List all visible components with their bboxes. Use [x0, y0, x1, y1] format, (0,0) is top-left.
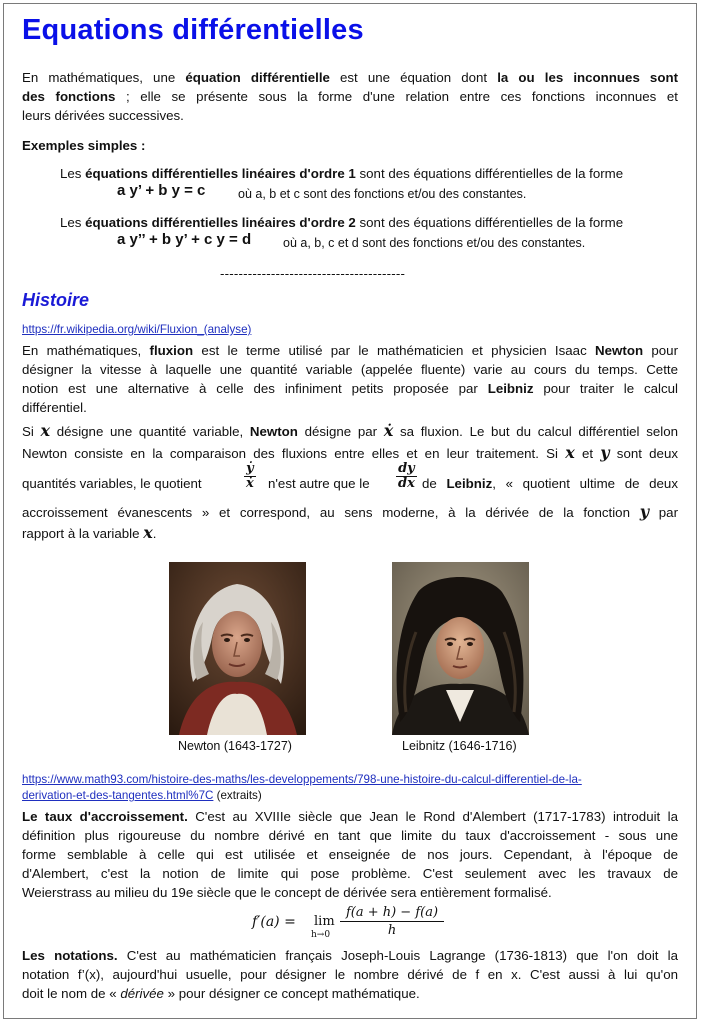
histoire-p2-line-5: rapport à la variable x. [22, 523, 157, 542]
example-2-equation: a y’’ + b y’ + c y = d [117, 231, 252, 248]
example-1-note: où a, b et c sont des fonctions et/ou des constantes. [238, 187, 527, 201]
newton-quotient: $\frac{\text{ẏ}}{\text{ẋ}}$ [246, 461, 254, 491]
example-2-note: où a, b, c et d sont des fonctions et/ou des constantes. [283, 236, 586, 250]
intro-line-2: des fonctions ; elle se présente sous la forme d'une relation entre ces fonctions inconnues et [22, 89, 678, 104]
histoire-p2-line-1: Si x désigne une quantité variable, Newton désigne par ẋ sa fluxion. Le but du calcul différentiel selon [22, 421, 678, 440]
examples-heading: Exemples simples : [22, 138, 146, 153]
taux-line-4: d'Alembert, c'est la notion de limite qui pose problème. C'est seulement avec les travaux de [22, 866, 678, 881]
histoire-p2-line-3b: n'est autre que le [268, 476, 370, 491]
leibniz-caption: Leibnitz (1646-1716) [402, 739, 517, 753]
page-title: Equations différentielles [22, 14, 364, 46]
section-heading-histoire: Histoire [22, 290, 90, 310]
leibniz-portrait [392, 562, 529, 735]
example-1-text: Les équations différentielles linéaires d'ordre 1 sont des équations différentielles de la forme [60, 166, 624, 181]
math93-link-line-2: derivation-et-des-tangentes.html%7C (extraits) [22, 789, 262, 802]
leibniz-quotient: $\frac{dy}{dx}$ [398, 461, 415, 491]
taux-line-3: forme semblable à celle qui est utilisée et enseignée de nos jours. Cependant, à l'époque de [22, 847, 678, 862]
separator: ---------------------------------------- [220, 266, 406, 281]
derivative-formula-lim-sub: h→0 [311, 930, 331, 940]
histoire-p1-line-4: différentiel. [22, 400, 87, 415]
notations-line-1: Les notations. C'est au mathématicien français Joseph-Louis Lagrange (1736-1813) que l'on doit la [22, 948, 678, 963]
notations-line-3: doit le nom de « dérivée » pour désigner ce concept mathématique. [22, 986, 420, 1001]
taux-line-2: définition plus rigoureuse du nombre dérivé en tant que limite du taux d'accroissement - sous une [22, 828, 678, 843]
histoire-p2-line-3c: de Leibniz, « quotient ultime de deux [422, 476, 678, 491]
derivative-formula-fraction: $\frac{f(a + h) - f(a)}{h}$ [340, 904, 444, 939]
math93-link-line-1[interactable]: https://www.math93.com/histoire-des-maths/les-developpements/798-une-histoire-du-calcul-differentiel-de-la- [22, 773, 582, 786]
example-2-text: Les équations différentielles linéaires d'ordre 2 sont des équations différentielles de la forme [60, 215, 624, 230]
math93-link-continuation[interactable]: derivation-et-des-tangentes.html%7C [22, 789, 214, 802]
intro-line-3: leurs dérivées successives. [22, 108, 184, 123]
wikipedia-fluxion-link[interactable]: https://fr.wikipedia.org/wiki/Fluxion_(analyse) [22, 323, 252, 336]
newton-caption: Newton (1643-1727) [178, 739, 292, 753]
intro-line-1: En mathématiques, une équation différentielle est une équation dont la ou les inconnues sont [22, 70, 678, 85]
taux-line-1: Le taux d'accroissement. C'est au XVIIIe siècle que Jean le Rond d'Alembert (1717-1783) introduit la [22, 809, 679, 824]
taux-line-5: Weierstrass au milieu du 19e siècle que le concept de dérivée sera entièrement formalisé. [22, 885, 552, 900]
derivative-formula-lim: lim [314, 914, 335, 929]
histoire-p1-line-1: En mathématiques, fluxion est le terme utilisé par le mathématicien et physicien Isaac Newton pour [22, 343, 678, 358]
histoire-p2-line-2: Newton consiste en la comparaison des fluxions entre elles et en leur traitement. Si x et y sont deux [22, 443, 678, 462]
example-1-equation: a y’ + b y = c [117, 182, 206, 199]
histoire-p2-line-3a: quantités variables, le quotient [22, 476, 202, 491]
newton-portrait [169, 562, 306, 735]
histoire-p2-line-4: accroissement évanescents » et correspond, au sens moderne, à la dérivée de la fonction y par [22, 502, 679, 521]
histoire-p1-line-2: désigner la vitesse à laquelle une quantité variable (appelée fluente) varie au cours du temps. Cette [22, 362, 678, 377]
derivative-formula-lhs: f′(a) = [252, 914, 296, 930]
notations-line-2: notation f’(x), aujourd'hui usuelle, pour désigner le nombre dérivé de f en x. C'est aussi à lui qu'on [22, 967, 678, 982]
histoire-p1-line-3: notion est une alternative à celle des infiniment petits proposée par Leibniz pour traiter le calcul [22, 381, 678, 396]
